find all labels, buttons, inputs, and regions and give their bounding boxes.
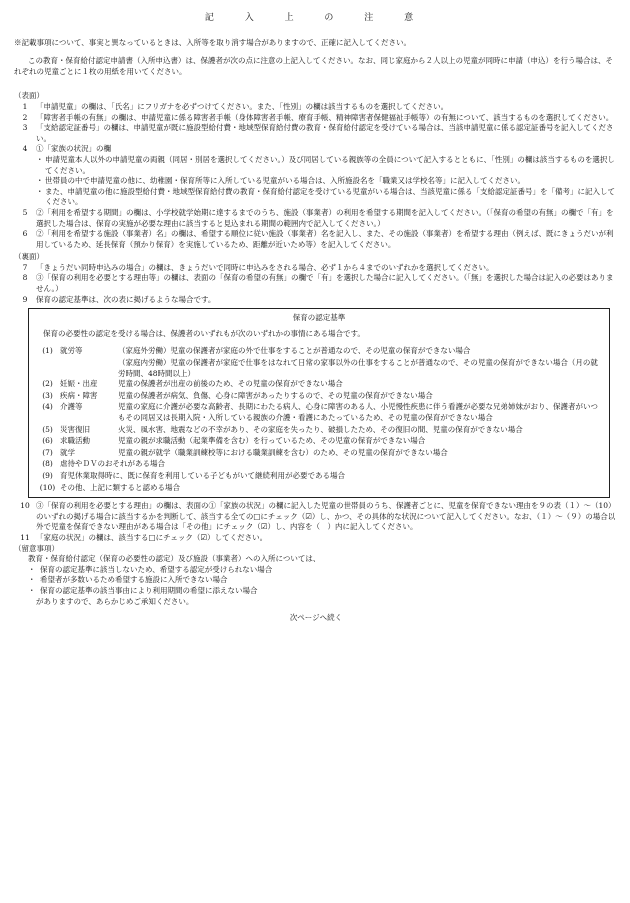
criteria-box-lead: 保育の必要性の認定を受ける場合は、保護者のいずれもが次のいずれかの事情にある場合です。: [43, 328, 365, 338]
item-text: 「支給認定証番号」の欄は、申請児童が既に施設型給付費・地域型保育給付費の教育・保育給付認定を受けている場合は、当該申請児童に係る認定証番号を記入してください。: [36, 123, 614, 143]
criteria-row: [35, 391, 603, 402]
list-item: [14, 113, 618, 124]
page-title: 記 入 上 の 注 意: [204, 13, 428, 23]
criteria-row: [35, 436, 603, 447]
item-text: 「障害者手帳の有無」の欄は、申請児童に係る障害者手帳（身体障害者手帳、療育手帳、精神障害者保健福祉手帳等）の有無について、該当するものを選択してください。: [36, 112, 614, 122]
criteria-key: 求職活動: [60, 436, 90, 446]
criteria-row: [35, 402, 603, 423]
list-item: [14, 102, 618, 113]
criteria-row: [35, 358, 603, 379]
list-item: [14, 295, 618, 306]
item-number: 2: [22, 112, 28, 122]
criteria-number: (7): [42, 447, 53, 457]
criteria-desc: 児童の親が就学（職業訓練校等における職業訓練を含む）のため、その児童の保育ができない場合: [118, 447, 448, 457]
list-item: [14, 501, 618, 533]
notes-heading: （留意事項）: [14, 543, 59, 553]
list-item: [14, 123, 618, 144]
criteria-key: その他、上記に類すると認める場合: [60, 482, 180, 492]
item-number: 10: [20, 501, 30, 511]
criteria-row: [35, 379, 603, 390]
bullet: ・: [36, 186, 44, 196]
criteria-number: (2): [42, 379, 53, 389]
front-heading: （表面）: [14, 91, 44, 101]
criteria-desc: （家庭外労働）児童の保護者が家庭の外で仕事をすることが普通なので、その児童の保育ができない場合: [118, 346, 471, 356]
criteria-key: 虐待やＤＶのおそれがある場合: [60, 459, 165, 469]
criteria-key: [35, 358, 118, 379]
criteria-number: (1): [42, 346, 53, 356]
sub-item-text: 世帯員の中で申請児童の他に、幼稚園・保育所等に入所している児童がいる場合は、入所施設名を「職業又は学校名等」に記入してください。: [45, 176, 525, 186]
list-item: [14, 229, 618, 250]
front-items: [14, 102, 618, 250]
criteria-box: [28, 308, 610, 498]
criteria-key: 疾病・障害: [60, 390, 98, 400]
item-number: 1: [22, 101, 28, 111]
item-text: 保育の認定基準は、次の表に掲げるような場合です。: [36, 294, 216, 304]
criteria-number: (8): [42, 459, 53, 469]
sub-item-text: また、申請児童の他に施設型給付費・地域型保育給付費の教育・保育給付認定を受けている児童がいる場合は、当該児童に係る「支給認定証番号」を「備考」に記入してください。: [45, 186, 615, 207]
sub-item-text: 申請児童本人以外の申請児童の両親（同居・別居を選択してください。）及び同居している親族等の全員について記入するとともに、「性別」の欄は該当するものを選択してください。: [45, 154, 615, 175]
item-number: 9: [22, 294, 28, 304]
list-item: [14, 273, 618, 294]
next-page-note: 次ページへ続く: [289, 613, 343, 623]
notes-lead: 教育・保育給付認定（保育の必要性の認定）及び施設（事業者）への入所については、: [28, 554, 321, 564]
criteria-row: [35, 448, 603, 459]
criteria-desc: （家庭内労働）児童の保護者が家庭で仕事をはなれて日常の家事以外の仕事をすることが普通なので、その児童の保育ができない場合（月の就労時間、48時間以上）: [118, 358, 598, 378]
criteria-row: [35, 483, 603, 494]
item-number: 3: [22, 123, 28, 133]
criteria-number: (10): [39, 482, 56, 492]
criteria-key: 育児休業取得時に、既に保育を利用している子どもがいて継続利用が必要である場合: [60, 470, 345, 480]
list-item: [14, 208, 618, 229]
list-item: [14, 533, 618, 544]
item-text: ③「保育の利用を必要とする理由等」の欄は、表面の「保育の希望の有無」の欄で「有」を選択した場合に記入してください。（「無」を選択した場合は記入の必要はありません。）: [36, 273, 614, 294]
intro-text: この教育・保育給付認定申請書（入所申込書）は、保護者が次の点に注意の上記入してください。なお、同じ家庭から２人以上の児童が同時に申請（申込）を行う場合は、それぞれの児童ごとに１枚の用紙を用いてください。: [14, 56, 613, 76]
criteria-number: (3): [42, 390, 53, 400]
item-number: 8: [22, 273, 28, 283]
criteria-desc: 児童の保護者が出産の前後のため、その児童の保育ができない場合: [118, 379, 343, 389]
warning-text: ※記載事項について、事実と異なっているときは、入所等を取り消す場合がありますので、正確に記入してください。: [14, 37, 412, 47]
item-text: ②「利用を希望する施設（事業者）名」の欄は、希望する順位に従い施設（事業者）名を記入し、また、その施設（事業者）を希望する理由（例えば、既にきょうだいが利用しているため、延長保育（預かり保育）を実施しているため、距離が近いため等）を記入してください。: [36, 229, 614, 249]
sub-item: [36, 187, 618, 208]
criteria-row: [35, 346, 603, 357]
criteria-key: 介護等: [60, 402, 83, 412]
criteria-row: [35, 471, 603, 482]
item-text: ③「保育の利用を必要とする理由」の欄は、表面の①「家族の状況」の欄に記入した児童の世帯員のうち、保護者ごとに、児童を保育できない理由を９の表（１）～（10）のいずれの掲げる場合に該当するかを判断して、該当する全ての□にチェック（☑）し、かつ、その具体的な状況について記入してください。なお、（１）～（９）の場合以外で児童を保育できない理由がある場合は「その他」にチェック（☑）し、内容を（ ）内に記入してください。: [36, 501, 616, 532]
criteria-row: [35, 425, 603, 436]
notes-bullet: [28, 575, 618, 586]
sub-item: [36, 176, 618, 187]
notes-bullet: [28, 565, 618, 576]
criteria-number: (4): [42, 402, 53, 412]
list-item: [14, 263, 618, 274]
bullet: ・: [28, 575, 36, 585]
item-text: 「きょうだい同時申込みの場合」の欄は、きょうだいで同時に申込みをされる場合、必ず１から４までのいずれかを選択してください。: [36, 262, 494, 272]
criteria-number: (5): [42, 424, 53, 434]
criteria-key: 就労等: [60, 346, 83, 356]
list-item: [14, 144, 618, 155]
instructions-page: [14, 10, 618, 624]
notes-bullet-text: 保育の認定基準に該当しないため、希望する認定が受けられない場合: [40, 564, 273, 574]
bullet: ・: [36, 176, 44, 186]
criteria-number: (9): [42, 470, 53, 480]
item-number: 5: [22, 207, 28, 217]
criteria-key: 就学: [60, 447, 75, 457]
criteria-number: (6): [42, 436, 53, 446]
bullet: ・: [28, 564, 36, 574]
item-text: 「申請児童」の欄は、「氏名」にフリガナを必ずつけてください。また、「性別」の欄は該当するものを選択してください。: [36, 101, 449, 111]
notes-bullet-text: 希望者が多数いるため希望する施設に入所できない場合: [40, 575, 228, 585]
item-number: 6: [22, 229, 28, 239]
criteria-box-title: 保育の認定基準: [292, 313, 346, 323]
criteria-desc: 児童の親が求職活動（起業準備を含む）を行っているため、その児童の保育ができない場合: [118, 436, 426, 446]
criteria-desc: 児童の家庭に介護が必要な高齢者、長期にわたる病人、心身に障害のある人、小児慢性疾患に伴う看護が必要な兄弟姉妹がおり、保護者がいつもその同居又は長期入院・入所している親族の介護・看護にあたっているため、その児童の保育ができない場合: [118, 402, 598, 422]
criteria-key: 妊娠・出産: [60, 379, 98, 389]
item-text: 「家庭の状況」の欄は、該当する□にチェック（☑）してください。: [36, 532, 268, 542]
criteria-key: 災害復旧: [60, 424, 90, 434]
item-text: ①「家族の状況」の欄: [36, 144, 111, 154]
criteria-desc: 児童の保護者が病気、負傷、心身に障害があったりするので、その児童の保育ができない場合: [118, 390, 433, 400]
bullet: ・: [28, 585, 36, 595]
item-number: 11: [20, 532, 30, 542]
item-text: ②「利用を希望する期間」の欄は、小学校就学始期に達するまでのうち、施設（事業者）の利用を希望する期間を記入してください。（「保育の希望の有無」の欄で「有」を選択した場合は、保育の実施が必要な理由に該当すると見込まれる期間の範囲内で記入してください。）: [36, 207, 614, 228]
notes-bullet-text: 保育の認定基準の該当事由により利用期間の希望に添えない場合: [40, 585, 258, 595]
notes-bullet: [28, 586, 618, 597]
back-items: [14, 263, 618, 305]
sub-item: [36, 155, 618, 176]
item-number: 7: [22, 262, 28, 272]
criteria-desc: 火災、風水害、地震などの不幸があり、その家庭を失ったり、破損したため、その復旧の間、児童の保育ができない場合: [118, 424, 523, 434]
notes-end: がありますので、あらかじめご承知ください。: [36, 596, 194, 606]
item-number: 4: [22, 144, 28, 154]
bullet: ・: [36, 154, 44, 164]
criteria-row: [35, 459, 603, 470]
back-heading: （裏面）: [14, 252, 44, 262]
